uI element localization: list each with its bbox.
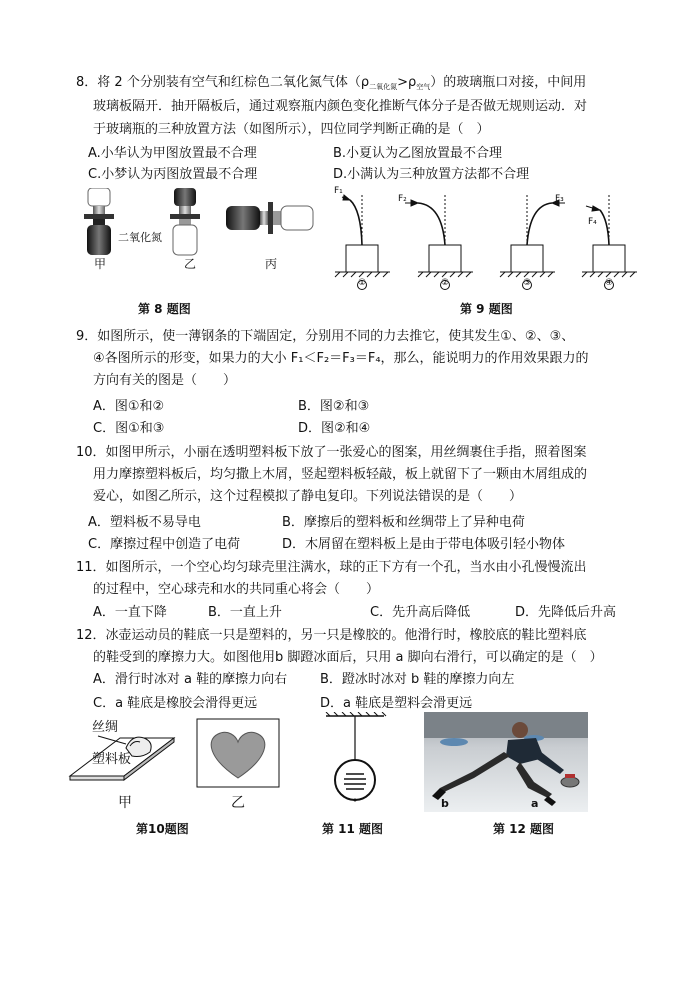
figure-10-silk-label: 丝绸 [92, 720, 119, 735]
figure-12-caption: 第 12 题图 [493, 822, 555, 836]
q11-line-1: 11．如图所示，一个空心均匀球壳里注满水，球的正下方有一个孔，当水由小孔慢慢流出 [76, 560, 587, 575]
figure-8-label-bing: 丙 [265, 257, 278, 271]
rho-subscript-air: 空气 [416, 83, 431, 91]
figure-9-caption: 第 9 题图 [460, 302, 513, 316]
circle-label-1: ① [358, 278, 367, 288]
figure-8-label-jia: 甲 [94, 257, 107, 271]
figure-10-label-yi: 乙 [231, 795, 245, 811]
q9-line-1: 9．如图所示，使一薄钢条的下端固定，分别用不同的力去推它，使其发生①、②、③、 [76, 329, 575, 344]
strip-3 [500, 193, 565, 277]
q11-option-d: D．先降低后升高 [515, 605, 617, 620]
q8-option-a: A.小华认为甲图放置最不合理 [88, 146, 257, 161]
q8-option-b: B.小夏认为乙图放置最不合理 [333, 146, 503, 161]
q10-line-2: 用力摩擦塑料板后，均匀撒上木屑，竖起塑料板轻敲，板上就留下了一颗由木屑组成的 [93, 467, 588, 482]
bottle-set-bing [226, 202, 313, 234]
q8-option-d: D.小满认为三种放置方法都不合理 [333, 167, 530, 182]
figure-12-label-a: a [531, 797, 539, 810]
figure-11-sphere [320, 712, 390, 808]
q11-option-b: B．一直上升 [208, 605, 282, 620]
q12-option-d: D．a 鞋底是塑料会滑更远 [320, 696, 473, 711]
figure-10-heart-yi [196, 718, 280, 788]
force-label-f4: F₄ [588, 217, 597, 227]
strip-2 [405, 193, 473, 277]
q12-line-1: 12．冰壶运动员的鞋底一只是塑料的，另一只是橡胶的。他滑行时，橡胶底的鞋比塑料底 [76, 628, 587, 643]
q12-option-b: B．蹬冰时冰对 b 鞋的摩擦力向左 [320, 672, 515, 687]
q10-option-c: C．摩擦过程中创造了电荷 [88, 537, 241, 552]
q10-option-b: B．摩擦后的塑料板和丝绸带上了异种电荷 [282, 515, 525, 530]
q9-option-b: B．图②和③ [298, 399, 370, 414]
q8-line-1: 8．将 2 个分别装有空气和红棕色二氧化氮气体$(\rho_{二氧化氮}>\rho_{空气})$的玻璃瓶口对接，中间用 [76, 75, 587, 91]
q9-line-3: 方向有关的图是（ ） [93, 373, 237, 388]
force-label-f3: F₃ [555, 194, 564, 204]
q10-line-3: 爱心，如图乙所示，这个过程模拟了静电复印。下列说法错误的是（ ） [93, 489, 523, 504]
q8-line-3: 于玻璃瓶的三种放置方法（如图所示），四位同学判断正确的是（ ） [93, 122, 490, 137]
figure-11-caption: 第 11 题图 [322, 822, 384, 836]
figure-8-caption: 第 8 题图 [138, 302, 191, 316]
q12-option-a: A．滑行时冰对 a 鞋的摩擦力向右 [93, 672, 288, 687]
figure-10-plate-label: 塑料板 [92, 752, 132, 767]
q10-option-d: D．木屑留在塑料板上是由于带电体吸引轻小物体 [282, 537, 566, 552]
circle-label-2: ② [441, 278, 450, 288]
q12-option-c: C．a 鞋底是橡胶会滑得更远 [93, 696, 258, 711]
q9-option-c: C．图①和③ [93, 421, 165, 436]
q11-option-a: A．一直下降 [93, 605, 167, 620]
q8-line-2: 玻璃板隔开．抽开隔板后，通过观察瓶内颜色变化推断气体分子是否做无规则运动．对 [93, 99, 588, 114]
q10-line-1: 10．如图甲所示，小丽在透明塑料板下放了一张爱心的图案，用丝绸裹住手指，照着图案 [76, 445, 587, 460]
force-label-f1: F₁ [334, 186, 343, 196]
circle-label-4: ④ [605, 278, 614, 288]
figure-10-label-jia: 甲 [118, 795, 132, 811]
figure-12-label-b: b [441, 797, 449, 810]
bottle-set-jia [84, 188, 114, 255]
q11-line-2: 的过程中，空心球壳和水的共同重心将会（ ） [93, 582, 380, 597]
circle-label-3: ③ [523, 278, 532, 288]
rho-subscript-no2: 二氧化氮 [369, 83, 398, 91]
q9-option-d: D．图②和④ [298, 421, 371, 436]
q10-option-a: A．塑料板不易导电 [88, 515, 201, 530]
q9-option-a: A．图①和② [93, 399, 165, 414]
force-label-f2: F₂ [398, 194, 407, 204]
q9-line-2: ④各图所示的形变，如果力的大小 F₁＜F₂＝F₃＝F₄，那么，能说明力的作用效果跟力的 [93, 351, 589, 366]
figure-10-caption: 第10题图 [136, 822, 189, 836]
q8-option-c: C.小梦认为丙图放置最不合理 [88, 167, 258, 182]
bottle-set-yi [170, 188, 200, 255]
strip-4 [582, 193, 637, 277]
q12-line-2: 的鞋受到的摩擦力大。如图他用b 脚蹬冰面后，只用 a 脚向右滑行，可以确定的是（ ） [93, 650, 603, 665]
figure-8-gas-label: 二氧化氮 [118, 231, 162, 244]
figure-8-label-yi: 乙 [184, 257, 197, 271]
strip-1 [335, 193, 390, 277]
q11-option-c: C．先升高后降低 [370, 605, 471, 620]
figure-9-steel-strips [330, 185, 660, 290]
